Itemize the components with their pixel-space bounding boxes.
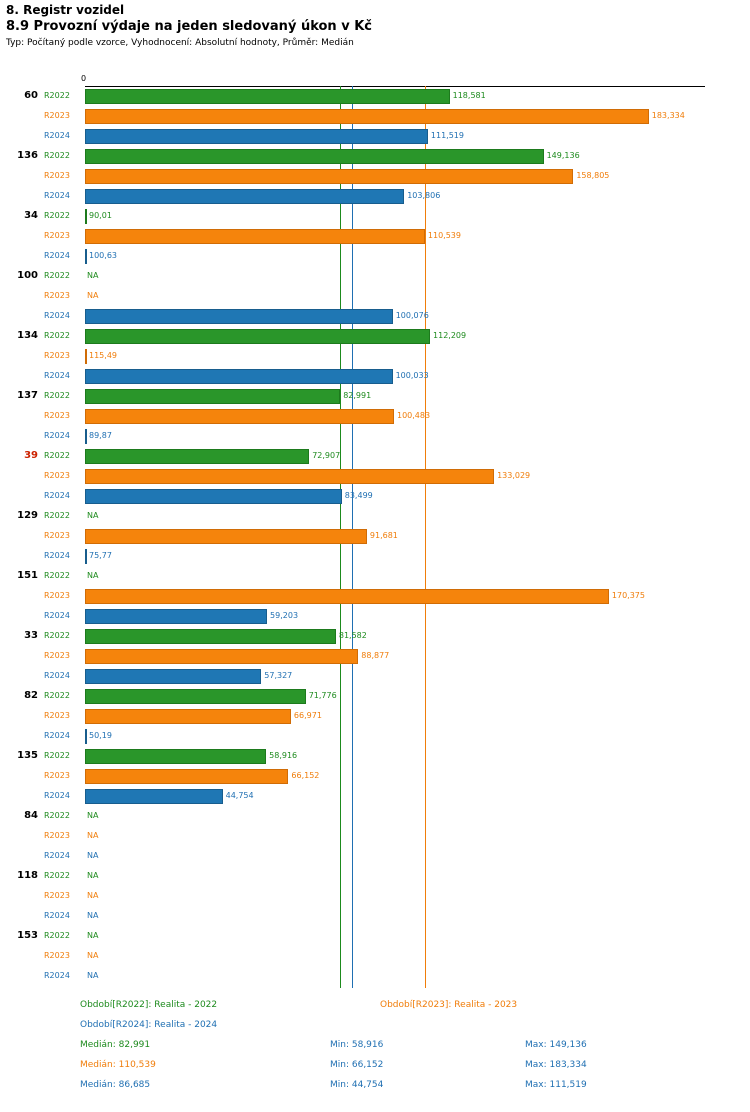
median-line-r2023 xyxy=(425,86,426,988)
bar-value-na: NA xyxy=(87,571,99,580)
bar-value-na: NA xyxy=(87,971,99,980)
series-row-label: R2023 xyxy=(44,291,70,300)
bar-value-label: 91,681 xyxy=(369,531,398,540)
series-row-label: R2022 xyxy=(44,871,70,880)
legend-entry-2024: Období[R2024]: Realita - 2024 xyxy=(80,1020,218,1030)
bar-value-na: NA xyxy=(87,931,99,940)
category-label: 118 xyxy=(17,870,38,881)
series-row-label: R2024 xyxy=(44,851,70,860)
category-label: 33 xyxy=(24,630,38,641)
bar[interactable] xyxy=(85,729,87,744)
series-row-label: R2024 xyxy=(44,131,70,140)
bar-value-na: NA xyxy=(87,911,99,920)
legend-entry-2023: Období[R2023]: Realita - 2023 xyxy=(380,1000,518,1010)
bar-value-label: 50,19 xyxy=(89,731,112,740)
category-label: 135 xyxy=(17,750,38,761)
bar-value-na: NA xyxy=(87,811,99,820)
bar[interactable] xyxy=(85,649,358,664)
series-row-label: R2023 xyxy=(44,651,70,660)
series-row-label: R2022 xyxy=(44,211,70,220)
legend-stat-min: Min: 66,152 xyxy=(330,1060,384,1070)
series-row-label: R2024 xyxy=(44,371,70,380)
series-row-label: R2022 xyxy=(44,571,70,580)
series-row-label: R2023 xyxy=(44,591,70,600)
bar-value-label: 103,806 xyxy=(407,191,441,200)
bar[interactable] xyxy=(85,669,261,684)
legend-stat-min: Min: 44,754 xyxy=(330,1080,384,1090)
bar[interactable] xyxy=(85,429,87,444)
chart-header xyxy=(0,0,750,48)
bar-value-label: 170,375 xyxy=(611,591,645,600)
legend-stat-max: Max: 111,519 xyxy=(525,1080,587,1090)
bar-value-na: NA xyxy=(87,891,99,900)
series-row-label: R2024 xyxy=(44,731,70,740)
bar[interactable] xyxy=(85,489,342,504)
bar[interactable] xyxy=(85,589,609,604)
bar-value-label: 149,136 xyxy=(546,151,580,160)
legend-stat-min: Min: 58,916 xyxy=(330,1040,384,1050)
series-row-label: R2024 xyxy=(44,551,70,560)
bar[interactable] xyxy=(85,789,223,804)
bar-value-label: 100,483 xyxy=(396,411,431,420)
bar-value-na: NA xyxy=(87,871,99,880)
category-label: 84 xyxy=(24,810,38,821)
bar[interactable] xyxy=(85,89,450,104)
bar-value-label: 88,877 xyxy=(361,651,390,660)
bar[interactable] xyxy=(85,349,87,364)
series-row-label: R2022 xyxy=(44,331,70,340)
series-row-label: R2023 xyxy=(44,351,70,360)
series-row-label: R2022 xyxy=(44,271,70,280)
series-row-label: R2022 xyxy=(44,811,70,820)
category-label: 100 xyxy=(17,270,38,281)
category-label: 137 xyxy=(17,390,38,401)
bar-value-label: 57,327 xyxy=(264,671,293,680)
bar-value-na: NA xyxy=(87,951,99,960)
series-row-label: R2023 xyxy=(44,891,70,900)
chart-subtitle: Typ: Počítaný podle vzorce, Vyhodnocení: Absolutní hodnoty, Průměr: Medián xyxy=(6,38,354,48)
bar[interactable] xyxy=(85,149,544,164)
series-row-label: R2022 xyxy=(44,631,70,640)
series-row-label: R2022 xyxy=(44,751,70,760)
bar[interactable] xyxy=(85,469,494,484)
series-row-label: R2023 xyxy=(44,111,70,120)
bar-value-na: NA xyxy=(87,851,99,860)
bar-value-label: 115,49 xyxy=(89,351,117,360)
bar-value-label: 90,01 xyxy=(89,211,112,220)
bar-value-label: 112,209 xyxy=(433,331,467,340)
bar[interactable] xyxy=(85,229,425,244)
bar-value-na: NA xyxy=(87,291,99,300)
bar[interactable] xyxy=(85,629,336,644)
chart-title: 8.9 Provozní výdaje na jeden sledovaný úkon v Kč xyxy=(6,19,372,34)
bar[interactable] xyxy=(85,749,266,764)
bar-value-label: 83,499 xyxy=(344,491,373,500)
bar-value-label: 81,582 xyxy=(338,631,367,640)
series-row-label: R2024 xyxy=(44,971,70,980)
series-row-label: R2023 xyxy=(44,171,70,180)
series-row-label: R2023 xyxy=(44,411,70,420)
bar-value-label: 110,539 xyxy=(427,231,461,240)
bar[interactable] xyxy=(85,209,87,224)
legend-stat-median: Medián: 82,991 xyxy=(80,1040,151,1050)
category-label: 134 xyxy=(17,330,38,341)
axis-tick-zero: 0 xyxy=(81,74,87,83)
series-row-label: R2023 xyxy=(44,771,70,780)
bar-value-label: 66,971 xyxy=(293,711,322,720)
report-section-title: 8. Registr vozidel xyxy=(6,3,125,17)
category-label: 129 xyxy=(17,510,38,521)
bar-value-label: 158,805 xyxy=(576,171,610,180)
series-row-label: R2023 xyxy=(44,831,70,840)
bar-value-label: 100,033 xyxy=(395,371,429,380)
bar[interactable] xyxy=(85,309,393,324)
series-row-label: R2024 xyxy=(44,671,70,680)
chart-plot-area xyxy=(0,74,750,988)
bar[interactable] xyxy=(85,369,393,384)
bar-value-label: 75,77 xyxy=(89,551,112,560)
bar[interactable] xyxy=(85,389,340,404)
bar[interactable] xyxy=(85,329,430,344)
bar[interactable] xyxy=(85,189,404,204)
legend-stat-median: Medián: 110,539 xyxy=(80,1060,156,1070)
bar-value-label: 59,203 xyxy=(270,611,299,620)
series-row-label: R2024 xyxy=(44,491,70,500)
series-row-label: R2022 xyxy=(44,91,70,100)
bar-value-label: 118,581 xyxy=(452,91,486,100)
category-label: 60 xyxy=(24,90,38,101)
bar[interactable] xyxy=(85,689,306,704)
series-row-label: R2023 xyxy=(44,951,70,960)
series-row-label: R2024 xyxy=(44,251,70,260)
series-row-label: R2024 xyxy=(44,791,70,800)
bar[interactable] xyxy=(85,249,87,264)
bar-value-label: 66,152 xyxy=(291,771,320,780)
series-row-label: R2024 xyxy=(44,431,70,440)
bar-value-label: 89,87 xyxy=(89,431,112,440)
series-row-label: R2023 xyxy=(44,471,70,480)
bar-value-label: 82,991 xyxy=(343,391,372,400)
bar-value-label: 44,754 xyxy=(225,791,254,800)
bar[interactable] xyxy=(85,609,267,624)
series-row-label: R2022 xyxy=(44,691,70,700)
series-row-label: R2024 xyxy=(44,611,70,620)
category-label: 153 xyxy=(17,930,38,941)
bar[interactable] xyxy=(85,549,87,564)
series-row-label: R2022 xyxy=(44,391,70,400)
bar-value-label: 72,907 xyxy=(312,451,341,460)
bar-value-na: NA xyxy=(87,831,99,840)
legend-entry-2022: Období[R2022]: Realita - 2022 xyxy=(80,1000,218,1010)
bar[interactable] xyxy=(85,409,394,424)
bar[interactable] xyxy=(85,769,288,784)
series-row-label: R2022 xyxy=(44,931,70,940)
bar-value-na: NA xyxy=(87,271,99,280)
category-label: 136 xyxy=(17,150,38,161)
category-label: 151 xyxy=(17,570,38,581)
bar-value-label: 133,029 xyxy=(497,471,531,480)
bar[interactable] xyxy=(85,709,291,724)
legend-stat-max: Max: 149,136 xyxy=(525,1040,587,1050)
category-label: 39 xyxy=(24,450,38,461)
bar-value-label: 100,63 xyxy=(89,251,117,260)
bar[interactable] xyxy=(85,169,573,184)
bar-value-label: 183,334 xyxy=(651,111,685,120)
series-row-label: R2023 xyxy=(44,711,70,720)
bar-value-label: 111,519 xyxy=(430,131,464,140)
legend-stat-max: Max: 183,334 xyxy=(525,1060,587,1070)
series-row-label: R2024 xyxy=(44,911,70,920)
series-row-label: R2024 xyxy=(44,311,70,320)
series-row-label: R2023 xyxy=(44,231,70,240)
series-row-label: R2023 xyxy=(44,531,70,540)
bar[interactable] xyxy=(85,449,309,464)
chart-legend xyxy=(0,1000,750,1100)
category-label: 34 xyxy=(24,210,38,221)
legend-stat-median: Medián: 86,685 xyxy=(80,1080,151,1090)
x-axis-line xyxy=(85,86,705,87)
bar[interactable] xyxy=(85,129,428,144)
bar-value-label: 71,776 xyxy=(308,691,337,700)
bar[interactable] xyxy=(85,529,367,544)
series-row-label: R2022 xyxy=(44,451,70,460)
series-row-label: R2024 xyxy=(44,191,70,200)
bar-value-label: 58,916 xyxy=(269,751,298,760)
series-row-label: R2022 xyxy=(44,511,70,520)
series-row-label: R2022 xyxy=(44,151,70,160)
bar[interactable] xyxy=(85,109,649,124)
category-label: 82 xyxy=(24,690,38,701)
bar-value-na: NA xyxy=(87,511,99,520)
bar-value-label: 100,076 xyxy=(395,311,429,320)
